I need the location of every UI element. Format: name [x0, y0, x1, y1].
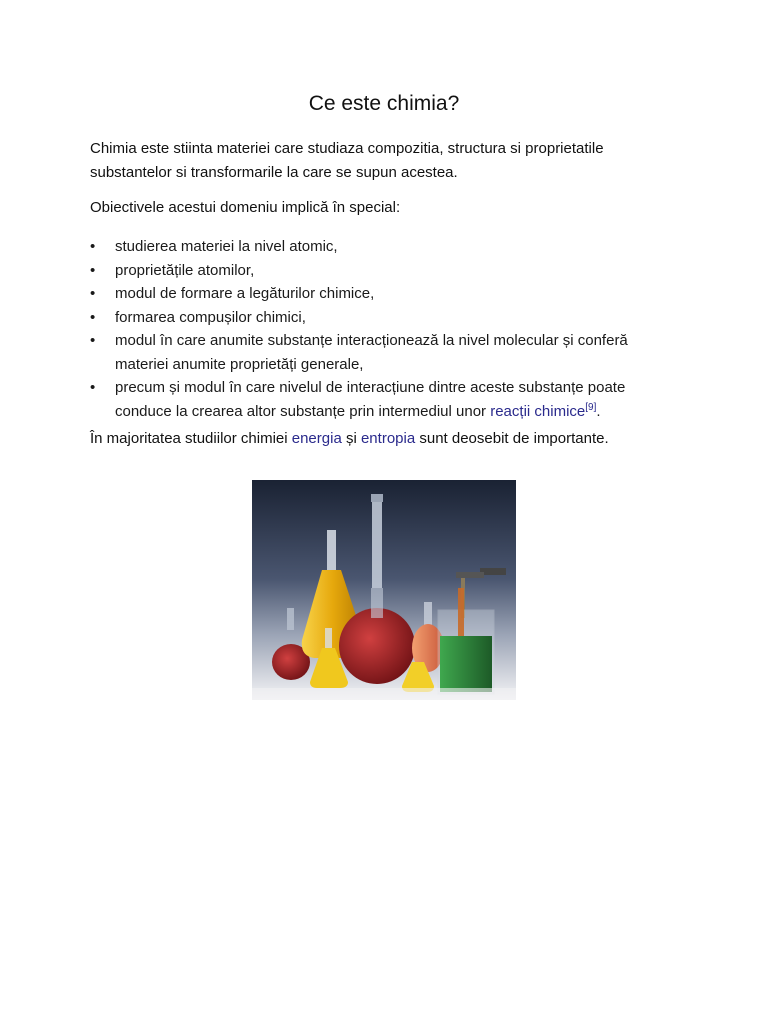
bullet-icon: • — [90, 308, 96, 326]
bullet-icon: • — [90, 332, 96, 349]
intro-paragraph: Chimia este stiinta materiei care studiaza compozitia, structura si proprietatile substantelor si transformarile la care se supun acestea. — [90, 140, 604, 181]
bullet-icon: • — [90, 261, 96, 279]
bullet-icon: • — [90, 238, 96, 255]
objectives-list — [90, 235, 680, 423]
bullet-icon: • — [90, 379, 96, 396]
list-item: • precum și modul în care nivelul de interacțiune dintre aceste substanțe poate conduce la crearea altor substanțe prin intermediul unor reacții chimice[9]. — [90, 376, 680, 423]
bullet-icon: • — [90, 285, 96, 302]
list-item: • modul de formare a legăturilor chimice, — [90, 282, 680, 306]
energia-link[interactable]: energia — [291, 430, 342, 447]
reactii-chimice-link[interactable]: reacții chimice — [490, 402, 586, 420]
list-item: • proprietățile atomilor, — [90, 259, 680, 283]
final-paragraph: În majoritatea studiilor chimiei energia și entropia sunt deosebit de importante. — [90, 430, 609, 447]
entropia-link[interactable]: entropia — [360, 430, 416, 447]
reference-link[interactable]: [9] — [585, 401, 597, 413]
list-item: • modul în care anumite substanțe interacționează la nivel molecular și conferă materiei anumite proprietăți generale, — [90, 329, 680, 376]
list-item: • studierea materiei la nivel atomic, — [90, 235, 680, 259]
objectives-intro: Obiectivele acestui domeniu implică în special: — [90, 199, 401, 216]
chemistry-glassware-image — [252, 480, 516, 700]
list-item: • formarea compușilor chimici, — [90, 306, 680, 330]
page-title: Ce este chimia? — [308, 92, 460, 115]
